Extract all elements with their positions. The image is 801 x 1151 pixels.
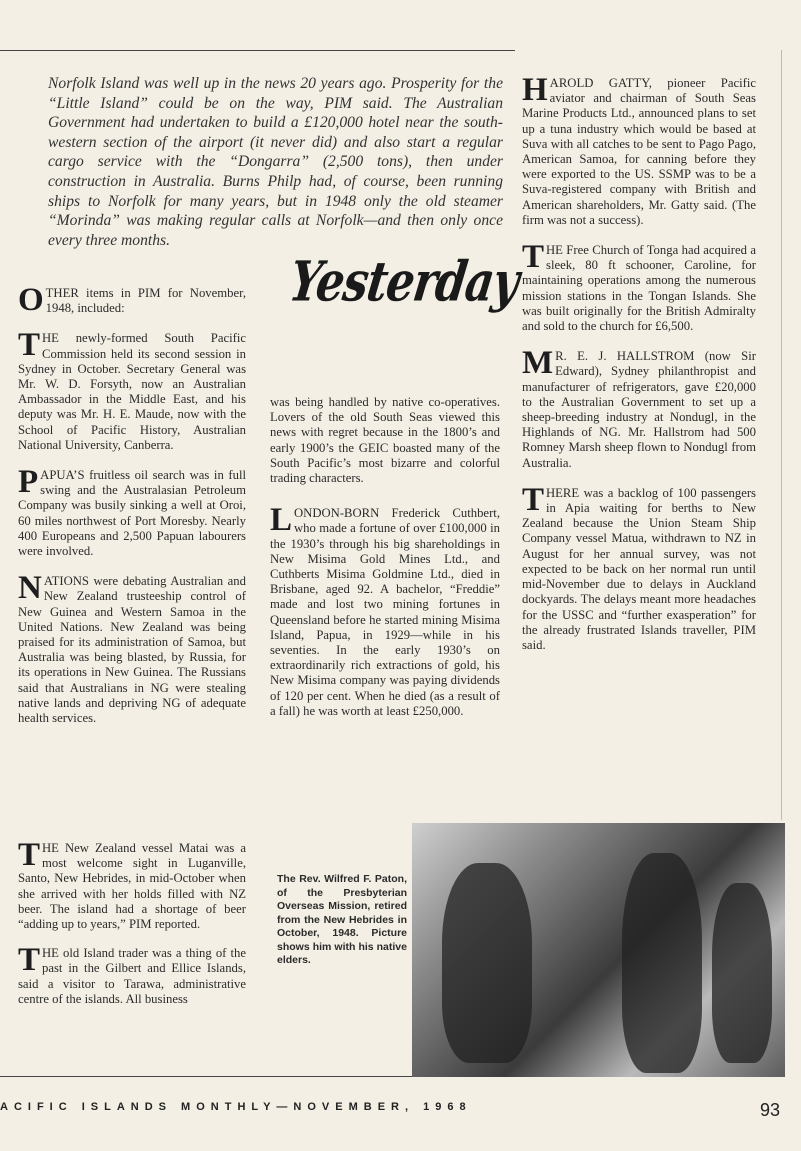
column-rule — [781, 50, 782, 820]
article-10 — [522, 345, 756, 471]
photo-figure — [442, 863, 532, 1063]
article-text: AROLD GATTY, pioneer Pacific aviator and chairman of South Seas Marine Products Ltd., announced plans to set up a tuna industry which would be based at Suva with all catches to be sent to Pago Pago, American Samoa, for canning before they were exported to the US. SSMP was to be a Suva-registered company with British and American shareholders, Mr. Gatty said. (The firm was not a success). — [522, 76, 756, 227]
article-5 — [18, 942, 246, 1007]
article-text: HE New Zealand vessel Matai was a most welcome sight in Luganville, Santo, New Hebrides, in mid-October when she arrived with her holds filled with NZ beer. The island had a shortage of beer “adding up to years,” PIM reported. — [18, 841, 246, 932]
article-8 — [522, 72, 756, 228]
article-2 — [18, 464, 246, 559]
drop-cap: O — [18, 282, 44, 318]
drop-cap: L — [270, 502, 293, 539]
article-11 — [522, 481, 756, 653]
photo-figure — [622, 853, 702, 1073]
photo-caption: The Rev. Wilfred F. Paton, of the Presbyterian Overseas Mission, retired from the New Hebrides in October, 1948. Picture shows him with his native elders. — [277, 873, 407, 966]
column-left-lower — [18, 837, 246, 1007]
article-text: ONDON-BORN Frederick Cuthbert, who made a fortune of over £100,000 in the 1930’s through his big shareholdings in New Misima Gold Mines Ltd., and Cuthberts Misima Goldmine Ltd., died in Brisbane, aged 92. A bachelor, “Freddie” made and lost two mining fortunes in Queensland before he started mining Misima Island, Papua, in 1929—while in his seventies. In the early 1930’s on extraordinarily rich extractions of gold, his New Misima company was paying dividends of 120 per cent. When he died (as a result of a fall) he was worth at least £250,000. — [270, 506, 500, 718]
article-9 — [522, 239, 756, 334]
bottom-rule — [0, 1076, 412, 1077]
footer-masthead: ACIFIC ISLANDS MONTHLY—NOVEMBER, 1968 — [0, 1101, 472, 1113]
drop-cap: T — [522, 481, 545, 518]
drop-cap: T — [18, 837, 41, 873]
article-text: THER items in PIM for November, 1948, included: — [45, 286, 246, 316]
article-text: HE Free Church of Tonga had acquired a sleek, 80 ft schooner, Caroline, for maintaining operations among the numerous mission stations in the Tongan Islands. She was built originally for the British Admiralty and sold to the church for £6,500. — [522, 243, 756, 334]
intro-paragraph: Norfolk Island was well up in the news 20 years ago. Prosperity for the “Little Island” could be on the way, PIM said. The Australian Government had undertaken to build a £120,000 hotel near the south-western section of the airport (it never did) and also start a regular cargo service with the “Dongarra” (2,500 tons), then under construction in Australia. Burns Philp had, of course, been running ships to Norfolk for many years, but in 1948 only the old steamer “Morinda” was making regular calls at Norfolk—and then only once every three months. — [48, 75, 503, 249]
column-middle — [270, 395, 500, 719]
drop-cap: T — [18, 942, 41, 979]
article-4 — [18, 837, 246, 932]
photo — [412, 823, 785, 1077]
article-text: HE old Island trader was a thing of the past in the Gilbert and Ellice Islands, said a visitor to Tarawa, administrative centre of the islands. All business — [18, 946, 246, 1006]
article-text: HERE was a backlog of 100 passengers in Apia waiting for berths to New Zealand because the Union Steam Ship Company vessel Matua, withdrawn to NZ in August for her annual survey, was not expected to be back on her normal run until mid-November due to delays in Auckland dockyards. The delays meant more headaches for the USSC and “further exasperation” for the already frustrated Islands traveller, PIM said. — [522, 485, 756, 652]
drop-cap: T — [18, 327, 41, 364]
page-number: 93 — [760, 1100, 781, 1120]
article-text: APUA’S fruitless oil search was in full swing and the Australasian Petroleum Company was busily sinking a well at Oroi, 60 miles northwest of Port Moresby. Nearly 400 Europeans and 2,500 Papuan labourers were involved. — [18, 468, 246, 559]
article-text: R. E. J. HALLSTROM (now Sir Edward), Sydney philanthropist and manufacturer of refrigerators, gave £20,000 to the Australian Government to set up a sheep-breeding industry at Nondugl, in the Highlands of NG. Mr. Hallstrom had 500 Romney Marsh sheep flown to Nondugl from Australia. — [522, 349, 756, 470]
top-rule — [0, 50, 515, 51]
article-text: HE newly-formed South Pacific Commission held its second session in Sydney in October. Secretary General was Mr. W. D. Forsyth, now an Australian Ambassador in the Middle East, and his deputy was Mr. H. E. Maude, now with the School of Pacific History, Australian National University, Canberra. — [18, 331, 246, 452]
drop-cap: M — [522, 345, 554, 382]
column-right — [522, 72, 756, 653]
article-3 — [18, 570, 246, 726]
article-1 — [18, 327, 246, 453]
drop-cap: H — [522, 72, 548, 108]
drop-cap: N — [18, 570, 42, 607]
article-text: ATIONS were debating Australian and New Zealand trusteeship control of New Guinea and Western Samoa in the United Nations. New Zealand was being praised for its administration of Samoa, but Australia was being blasted, by Russia, for its operations in New Guinea. The Russians said that Australians in NG were stealing native lands and depriving NG of adequate health services. — [18, 574, 246, 726]
article-0 — [18, 282, 246, 318]
page-title: Yesterday — [285, 250, 523, 315]
photo-figure — [712, 883, 772, 1063]
column-left — [18, 282, 246, 741]
drop-cap: T — [522, 239, 545, 276]
article-6 — [270, 395, 500, 486]
drop-cap: P — [18, 464, 39, 501]
article-7 — [270, 502, 500, 719]
article-text: was being handled by native co-operatives. Lovers of the old South Seas viewed this news with regret because in the 1800’s and early 1900’s the GEIC boasted many of the South Pacific’s most bizarre and colorful trading characters. — [270, 395, 500, 486]
